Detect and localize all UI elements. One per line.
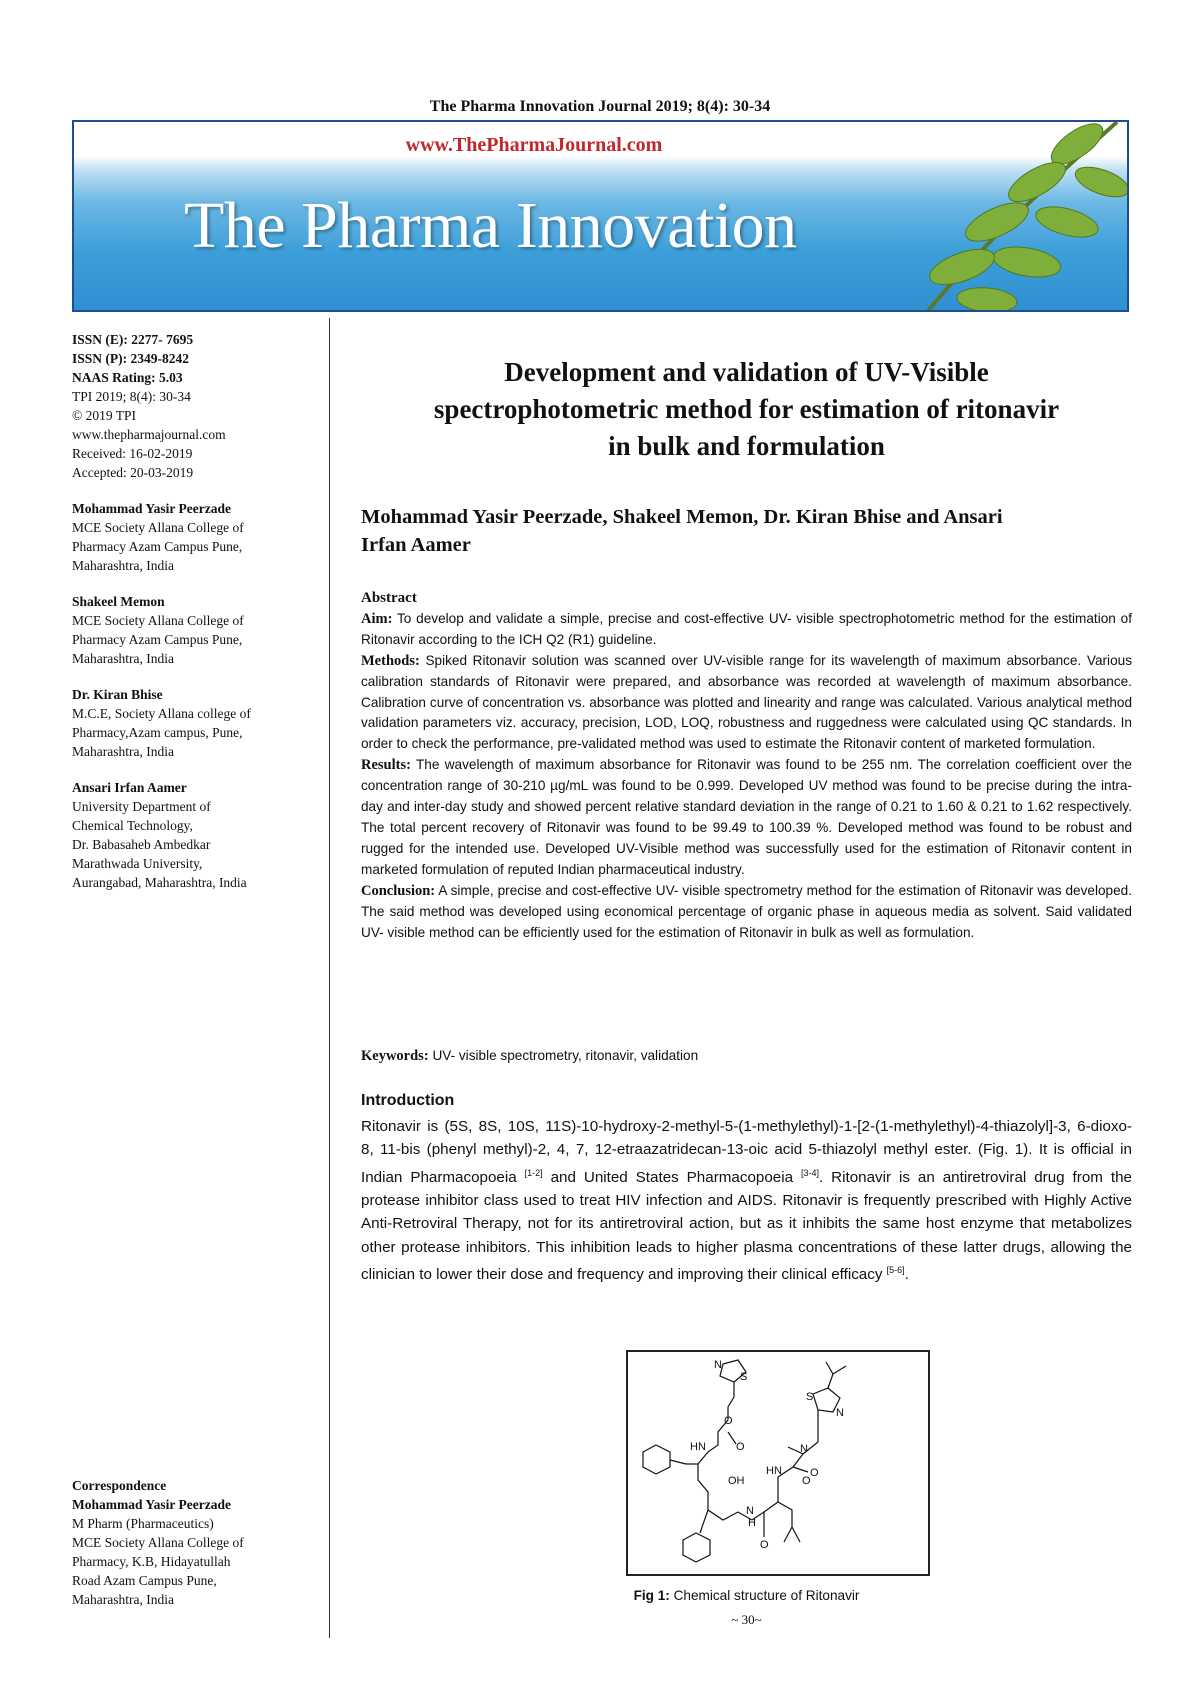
correspondence-line: Pharmacy, K.B, Hidayatullah	[72, 1554, 231, 1569]
correspondence-name: Mohammad Yasir Peerzade	[72, 1497, 231, 1512]
ritonavir-structure-figure	[626, 1350, 930, 1576]
affiliation-name: Ansari Irfan Aamer	[72, 780, 187, 795]
atom-label: S	[806, 1391, 814, 1403]
atom-label: N	[836, 1407, 844, 1419]
introduction-heading: Introduction	[361, 1092, 455, 1109]
atom-label: HN	[766, 1465, 782, 1477]
banner-url[interactable]: www.ThePharmaJournal.com	[405, 134, 663, 156]
correspondence-line: M Pharm (Pharmaceutics)	[72, 1516, 214, 1531]
affiliation-line: Pharmacy Azam Campus Pune,	[72, 632, 243, 647]
column-divider	[329, 318, 330, 1638]
atom-label: OH	[728, 1475, 745, 1487]
abstract-aim	[361, 609, 1132, 651]
journal-meta	[72, 330, 322, 482]
intro-text: . Ritonavir is an antiretroviral drug from the protease inhibitor class used to treat HIV infection and AIDS. Ritonavir is frequently prescribed with Highly Active Anti-Retroviral Therapy, not for its antiretroviral action, but as it inhibits the same host enzyme that metabolizes other protease inhibitors. This inhibition leads to higher plasma concentrations of these latter drugs, allowing the clinician to lower their dose and frequency and improving their clinical efficacy	[361, 1168, 1132, 1283]
affiliation-line: Pharmacy,Azam campus, Pune,	[72, 725, 243, 740]
atom-label: O	[736, 1441, 745, 1453]
journal-banner	[72, 120, 1129, 312]
keywords-text: UV- visible spectrometry, ritonavir, validation	[428, 1048, 699, 1063]
affiliation-line: Dr. Babasaheb Ambedkar	[72, 837, 211, 852]
atom-label: O	[724, 1415, 733, 1427]
abstract	[361, 588, 1132, 943]
authors-line: Irfan Aamer	[361, 534, 471, 556]
atom-label: HN	[690, 1441, 706, 1453]
tpi-citation: TPI 2019; 8(4): 30-34	[72, 389, 191, 404]
page-number: ~ 30~	[731, 1612, 762, 1627]
affiliation-line: Aurangabad, Maharashtra, India	[72, 875, 247, 890]
sidebar	[72, 330, 322, 892]
abstract-conclusion	[361, 881, 1132, 944]
figure-caption-text: Chemical structure of Ritonavir	[669, 1588, 860, 1603]
journal-website[interactable]: www.thepharmajournal.com	[72, 427, 226, 442]
naas-rating: NAAS Rating: 5.03	[72, 370, 183, 385]
conclusion-text: A simple, precise and cost-effective UV- visible spectrometry method for the estimation of Ritonavir was developed. The said method was developed using economical percentage of organic phase in aqueous media as solvent. Said validated UV- visible method can be efficiently used for the estimation of Ritonavir in bulk as well as formulation.	[361, 882, 1132, 940]
intro-text: Ritonavir is (5S, 8S, 10S, 11S)-10-hydroxy-2-methyl-5-(1-methylethyl)-1-[2-(1-methylethyl)-4-thiazolyl]-3, 6-dioxo-8, 11-bis (phenyl methyl)-2, 4, 7, 12-etraazatridecan-13-oic acid 5-thiazolyl methyl ester. (Fig. 1). It is official in Indian Pharmacopoeia	[361, 1118, 1132, 1186]
chemical-structure	[628, 1352, 928, 1574]
affiliation-line: MCE Society Allana College of	[72, 520, 244, 535]
authors	[361, 503, 1132, 559]
atom-label: N	[714, 1359, 722, 1371]
abstract-results	[361, 755, 1132, 880]
figure-caption-label: Fig 1:	[633, 1588, 670, 1603]
accepted-date: Accepted: 20-03-2019	[72, 465, 194, 480]
issn-e: ISSN (E): 2277- 7695	[72, 332, 194, 347]
affiliation-line: M.C.E, Society Allana college of	[72, 706, 251, 721]
paper-title	[361, 354, 1132, 465]
methods-label: Methods:	[361, 652, 420, 669]
affiliation-name: Mohammad Yasir Peerzade	[72, 501, 231, 516]
affiliation-bhise	[72, 685, 322, 761]
title-line: spectrophotometric method for estimation of ritonavir	[433, 394, 1060, 424]
atom-label: O	[760, 1539, 769, 1551]
title-line: Development and validation of UV-Visible	[504, 357, 989, 387]
conclusion-label: Conclusion:	[361, 882, 436, 899]
correspondence-line: Road Azam Campus Pune,	[72, 1573, 217, 1588]
results-label: Results:	[361, 757, 411, 774]
atom-label: N	[746, 1505, 754, 1517]
running-head: The Pharma Innovation Journal 2019; 8(4): 30-34	[429, 98, 771, 115]
atom-label: H	[748, 1517, 756, 1529]
correspondence-heading: Correspondence	[72, 1478, 167, 1493]
citation[interactable]: [1-2]	[524, 1167, 543, 1178]
affiliation-aamer	[72, 778, 322, 892]
affiliation-name: Dr. Kiran Bhise	[72, 687, 163, 702]
abstract-heading: Abstract	[361, 590, 417, 606]
keywords-label: Keywords:	[361, 1048, 429, 1064]
correspondence	[72, 1476, 322, 1609]
affiliation-name: Shakeel Memon	[72, 594, 165, 609]
intro-text: .	[904, 1265, 909, 1283]
copyright: © 2019 TPI	[72, 408, 137, 423]
affiliation-line: Chemical Technology,	[72, 818, 193, 833]
atom-label: O	[810, 1467, 819, 1479]
affiliation-line: University Department of	[72, 799, 211, 814]
citation[interactable]: [5-6]	[886, 1264, 905, 1275]
affiliation-line: Marathwada University,	[72, 856, 203, 871]
intro-text: and United States Pharmacopoeia	[542, 1168, 801, 1186]
results-text: The wavelength of maximum absorbance for Ritonavir was found to be 255 nm. The correlation coefficient over the concentration range of 30-210 µg/mL was found to be 0.999. Developed UV method was found to be precise during the intra-day and inter-day study and showed percent relative standard deviation in the range of 0.21 to 1.60 & 0.21 to 1.62 respectively. The total percent recovery of Ritonavir was found to be 99.49 to 100.39 %. Developed method was found to be robust and rugged for the intended use. Developed UV-Visible method was successfully used for the estimation of Ritonavir content in marketed formulation of reputed Indian pharmaceutical industry.	[361, 757, 1132, 877]
citation[interactable]: [3-4]	[800, 1167, 819, 1178]
affiliation-line: MCE Society Allana College of	[72, 613, 244, 628]
atom-label: S	[740, 1371, 748, 1383]
atom-label: N	[800, 1443, 808, 1455]
banner-title: The Pharma Innovation	[184, 189, 797, 262]
keywords	[361, 1048, 1132, 1065]
affiliation-line: Pharmacy Azam Campus Pune,	[72, 539, 243, 554]
correspondence-line: MCE Society Allana College of	[72, 1535, 244, 1550]
affiliation-line: Maharashtra, India	[72, 744, 174, 759]
affiliation-line: Maharashtra, India	[72, 651, 174, 666]
methods-text: Spiked Ritonavir solution was scanned over UV-visible range for its wavelength of maximum absorbance. Various calibration standards of Ritonavir were prepared, and absorbance was recorded at wavelength of maximum absorbance. Calibration curve of concentration vs. absorbance was plotted and linearity and range was calculated. Various analytical method validation parameters viz. accuracy, precision, LOD, LOQ, robustness and ruggedness were calculated using QC standards. In order to check the performance, pre-validated method was used to estimate the Ritonavir content of marketed formulation.	[361, 652, 1132, 752]
authors-line: Mohammad Yasir Peerzade, Shakeel Memon, Dr. Kiran Bhise and Ansari	[361, 506, 1003, 528]
aim-text: To develop and validate a simple, precise and cost-effective UV- visible spectrophotometric method for the estimation of Ritonavir according to the ICH Q2 (R1) guideline.	[361, 610, 1132, 647]
title-line: in bulk and formulation	[608, 431, 885, 461]
atom-label: O	[802, 1475, 811, 1487]
affiliation-line: Maharashtra, India	[72, 558, 174, 573]
figure-caption	[361, 1588, 1132, 1603]
affiliation-memon	[72, 592, 322, 668]
introduction-text	[361, 1115, 1132, 1286]
aim-label: Aim:	[361, 610, 393, 627]
affiliation-peerzade	[72, 499, 322, 575]
issn-p: ISSN (P): 2349-8242	[72, 351, 189, 366]
received-date: Received: 16-02-2019	[72, 446, 193, 461]
abstract-methods	[361, 651, 1132, 756]
correspondence-line: Maharashtra, India	[72, 1592, 174, 1607]
leaf-illustration	[887, 122, 1127, 312]
